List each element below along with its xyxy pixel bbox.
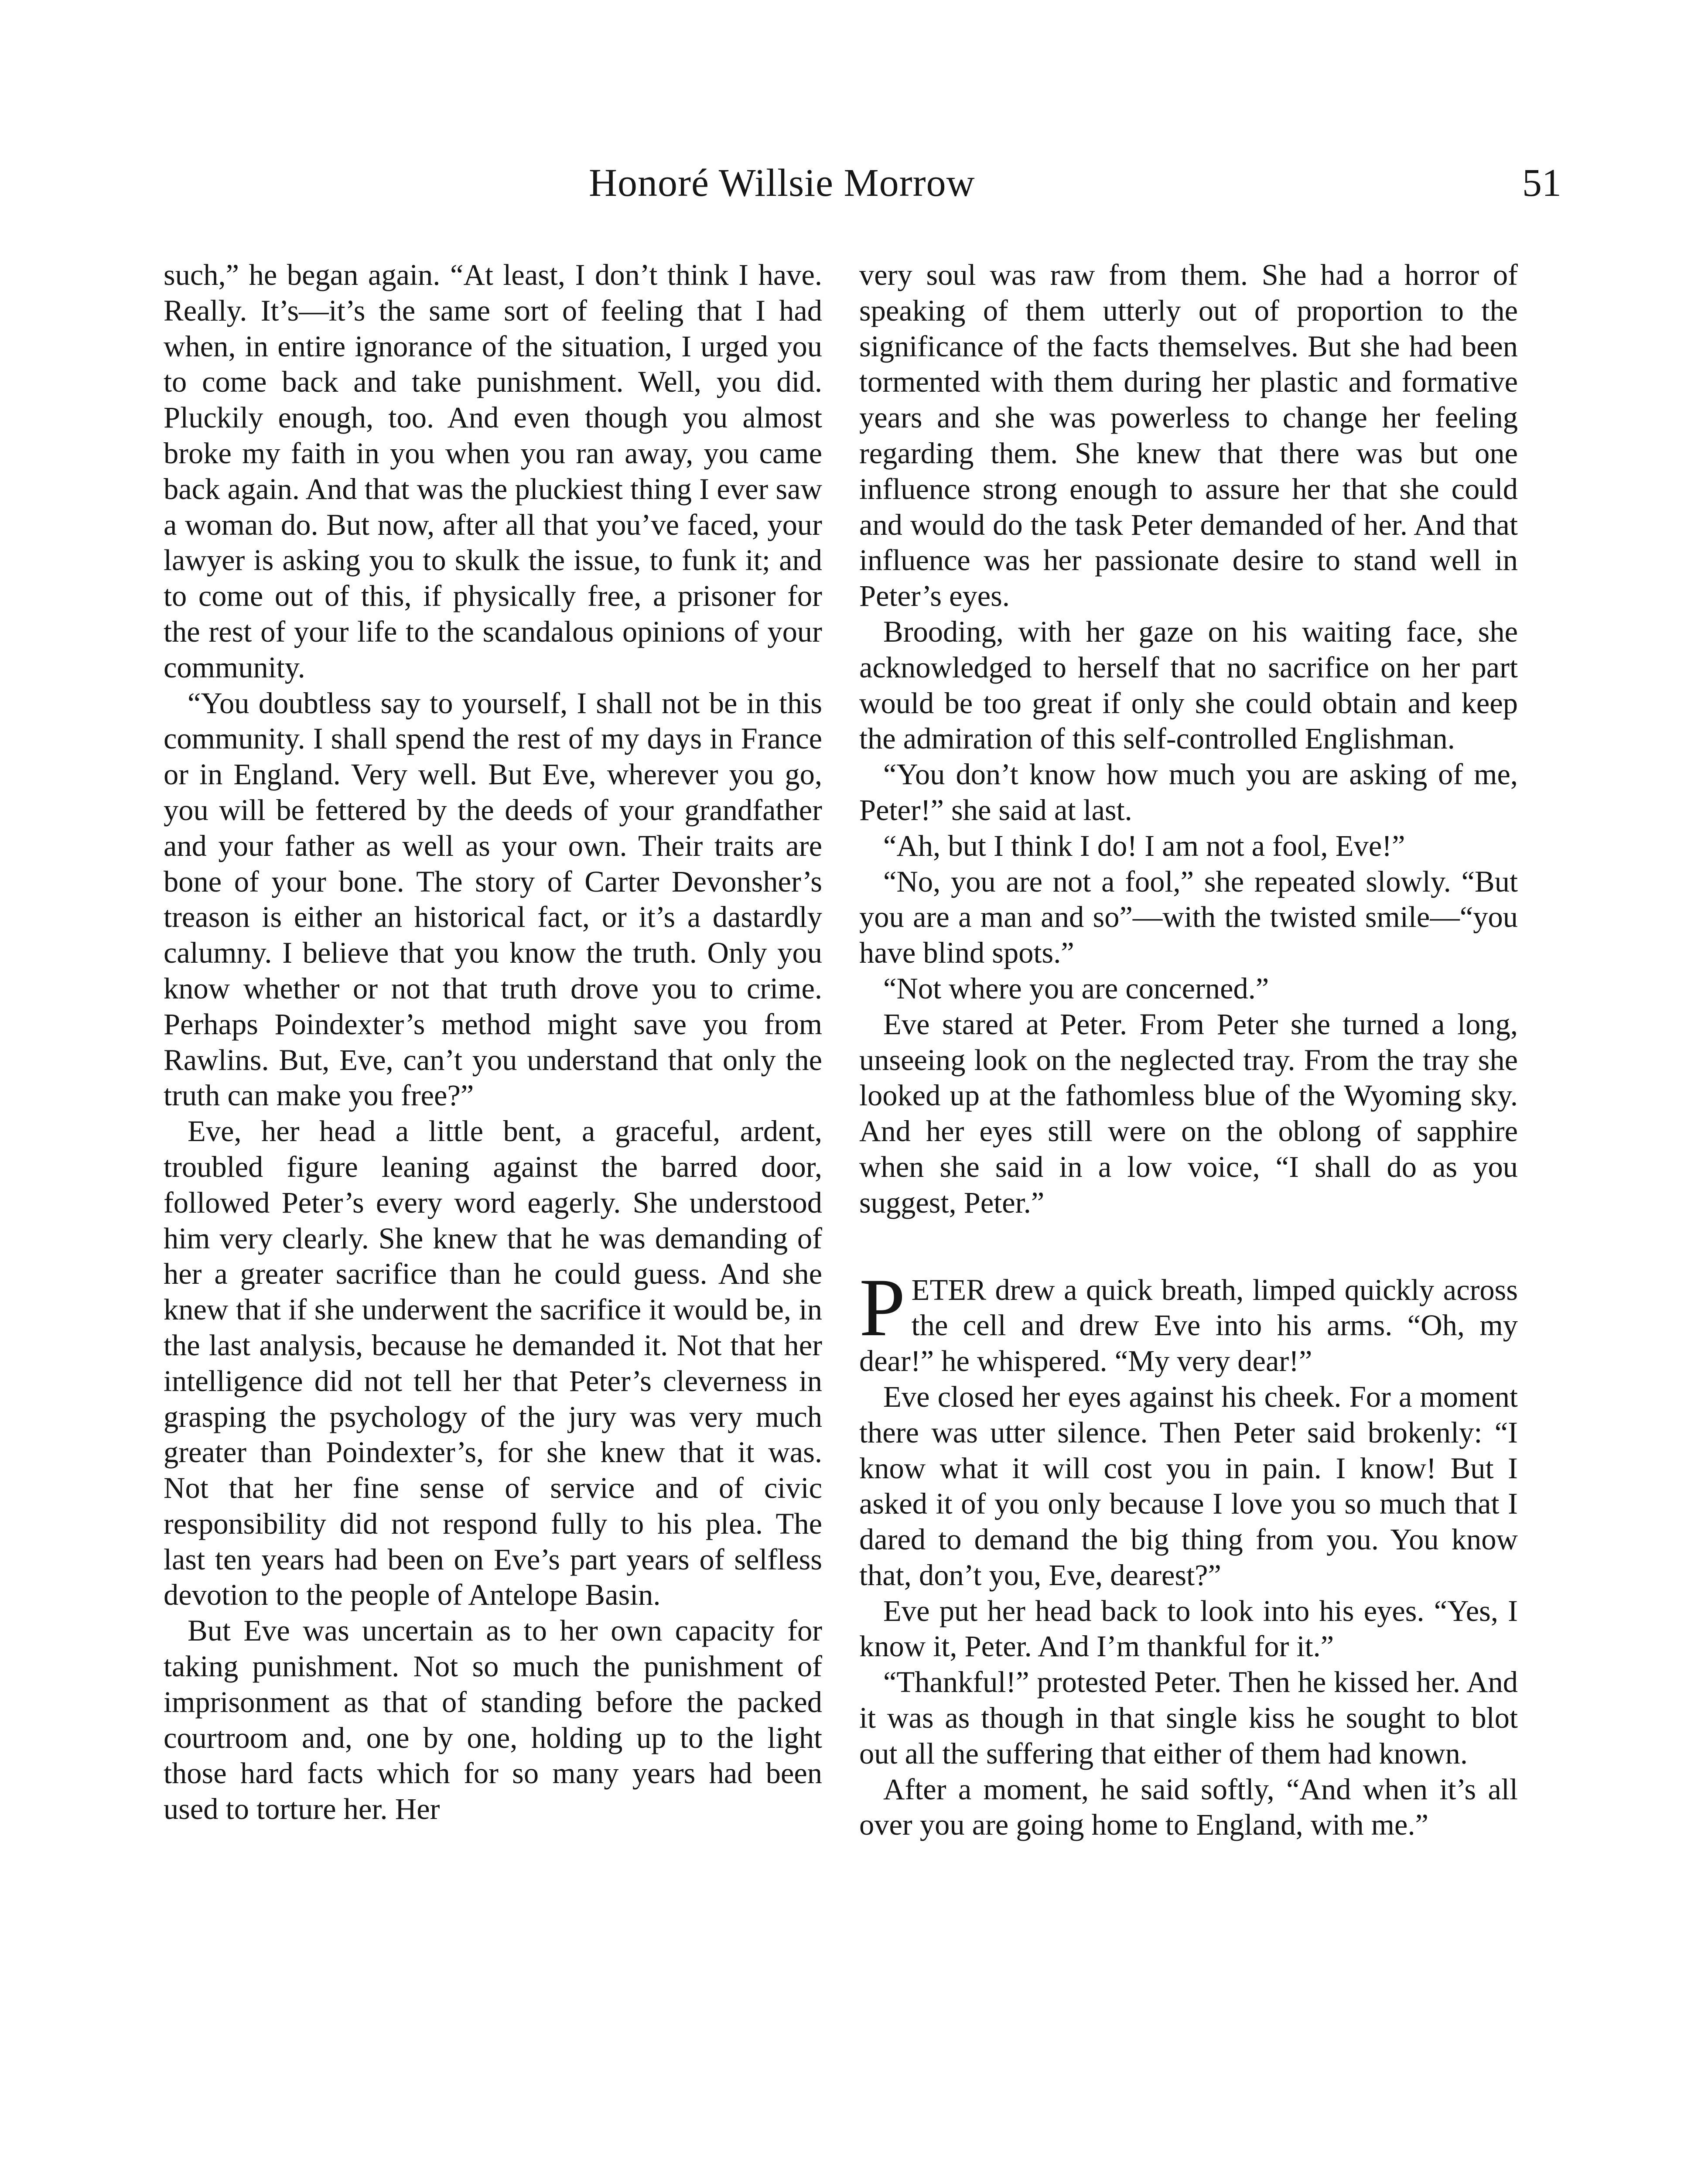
section-opening-paragraph <box>859 1261 1518 1379</box>
paragraph: After a moment, he said softly, “And when it’s all over you are going home to England, with me.” <box>859 1772 1518 1842</box>
paragraph: Brooding, with her gaze on his waiting face, she acknowledged to herself that no sacrifice on her part would be too great if only she could obtain and keep the admiration of this self-controlled Englishman. <box>859 615 1518 755</box>
page-number: 51 <box>1522 161 1561 205</box>
section-opening-text: ETER drew a quick breath, limped quickly across the cell and drew Eve into his arms. “Oh, my dear!” he whispered. “My very dear!” <box>859 1273 1518 1378</box>
paragraph: Eve closed her eyes against his cheek. For a moment there was utter silence. Then Peter said brokenly: “I know what it will cost you in pain. I know! But I asked it of you only because I love you so much that I dared to demand the big thing from you. You know that, don’t you, Eve, dearest?” <box>859 1380 1518 1592</box>
right-column <box>859 257 1518 1843</box>
drop-cap: P <box>859 1261 905 1354</box>
paragraph: But Eve was uncertain as to her own capacity for taking punishment. Not so much the punishment of imprisonment as that of standing before the packed courtroom and, one by one, holding up to the light those hard facts which for so many years had been used to torture her. Her <box>164 1614 822 1826</box>
paragraph: Eve put her head back to look into his eyes. “Yes, I know it, Peter. And I’m thankful for it.” <box>859 1594 1518 1663</box>
paragraph: Eve, her head a little bent, a graceful, ardent, troubled figure leaning against the barred door, followed Peter’s every word eagerly. She understood him very clearly. She knew that he was demanding of her a greater sacrifice than he could guess. And she knew that if she underwent the sacrifice it would be, in the last analysis, because he demanded it. Not that her intelligence did not tell her that Peter’s cleverness in grasping the psychology of the jury was very much greater than Poindexter’s, for she knew that it was. Not that her fine sense of service and of civic responsibility did not respond fully to his plea. The last ten years had been on Eve’s part years of selfless devotion to the people of Antelope Basin. <box>164 1114 822 1612</box>
paragraph: “You doubtless say to yourself, I shall not be in this community. I shall spend the rest of my days in France or in England. Very well. But Eve, wherever you go, you will be fettered by the deeds of your grandfather and your father as well as your own. Their traits are bone of your bone. The story of Carter Devonsher’s treason is either an historical fact, or it’s a dastardly calumny. I believe that you know the truth. Only you know whether or not that truth drove you to crime. Perhaps Poindexter’s method might save you from Rawlins. But, Eve, can’t you understand that only the truth can make you free?” <box>164 686 822 1112</box>
running-head: Honoré Willsie Morrow <box>589 161 975 205</box>
paragraph: “You don’t know how much you are asking of me, Peter!” she said at last. <box>859 758 1518 827</box>
paragraph: very soul was raw from them. She had a horror of speaking of them utterly out of proportion to the significance of the facts themselves. But she had been tormented with them during her plastic and formative years and she was powerless to change her feeling regarding them. She knew that there was but one influence strong enough to assure her that she could and would do the task Peter demanded of her. And that influence was her passionate desire to stand well in Peter’s eyes. <box>859 258 1518 613</box>
paragraph: Eve stared at Peter. From Peter she turned a long, unseeing look on the neglected tray. From the tray she looked up at the fathomless blue of the Wyoming sky. And her eyes still were on the oblong of sapphire when she said in a low voice, “I shall do as you suggest, Peter.” <box>859 1007 1518 1219</box>
paragraph: “Not where you are concerned.” <box>883 971 1269 1005</box>
paragraph: “Ah, but I think I do! I am not a fool, Eve!” <box>883 829 1405 862</box>
paragraph: “Thankful!” protested Peter. Then he kissed her. And it was as though in that single kiss he sought to blot out all the suffering that either of them had known. <box>859 1665 1518 1770</box>
left-column <box>164 257 822 1827</box>
paragraph: “No, you are not a fool,” she repeated slowly. “But you are a man and so”—with the twisted smile—“you have blind spots.” <box>859 865 1518 970</box>
paragraph: such,” he began again. “At least, I don’t think I have. Really. It’s—it’s the same sort of feeling that I had when, in entire ignorance of the situation, I urged you to come back and take punishment. Well, you did. Pluckily enough, too. And even though you almost broke my faith in you when you ran away, you came back again. And that was the pluckiest thing I ever saw a woman do. But now, after all that you’ve faced, your lawyer is asking you to skulk the issue, to funk it; and to come out of this, if physically free, a prisoner for the rest of your life to the scandalous opinions of your community. <box>164 258 822 684</box>
